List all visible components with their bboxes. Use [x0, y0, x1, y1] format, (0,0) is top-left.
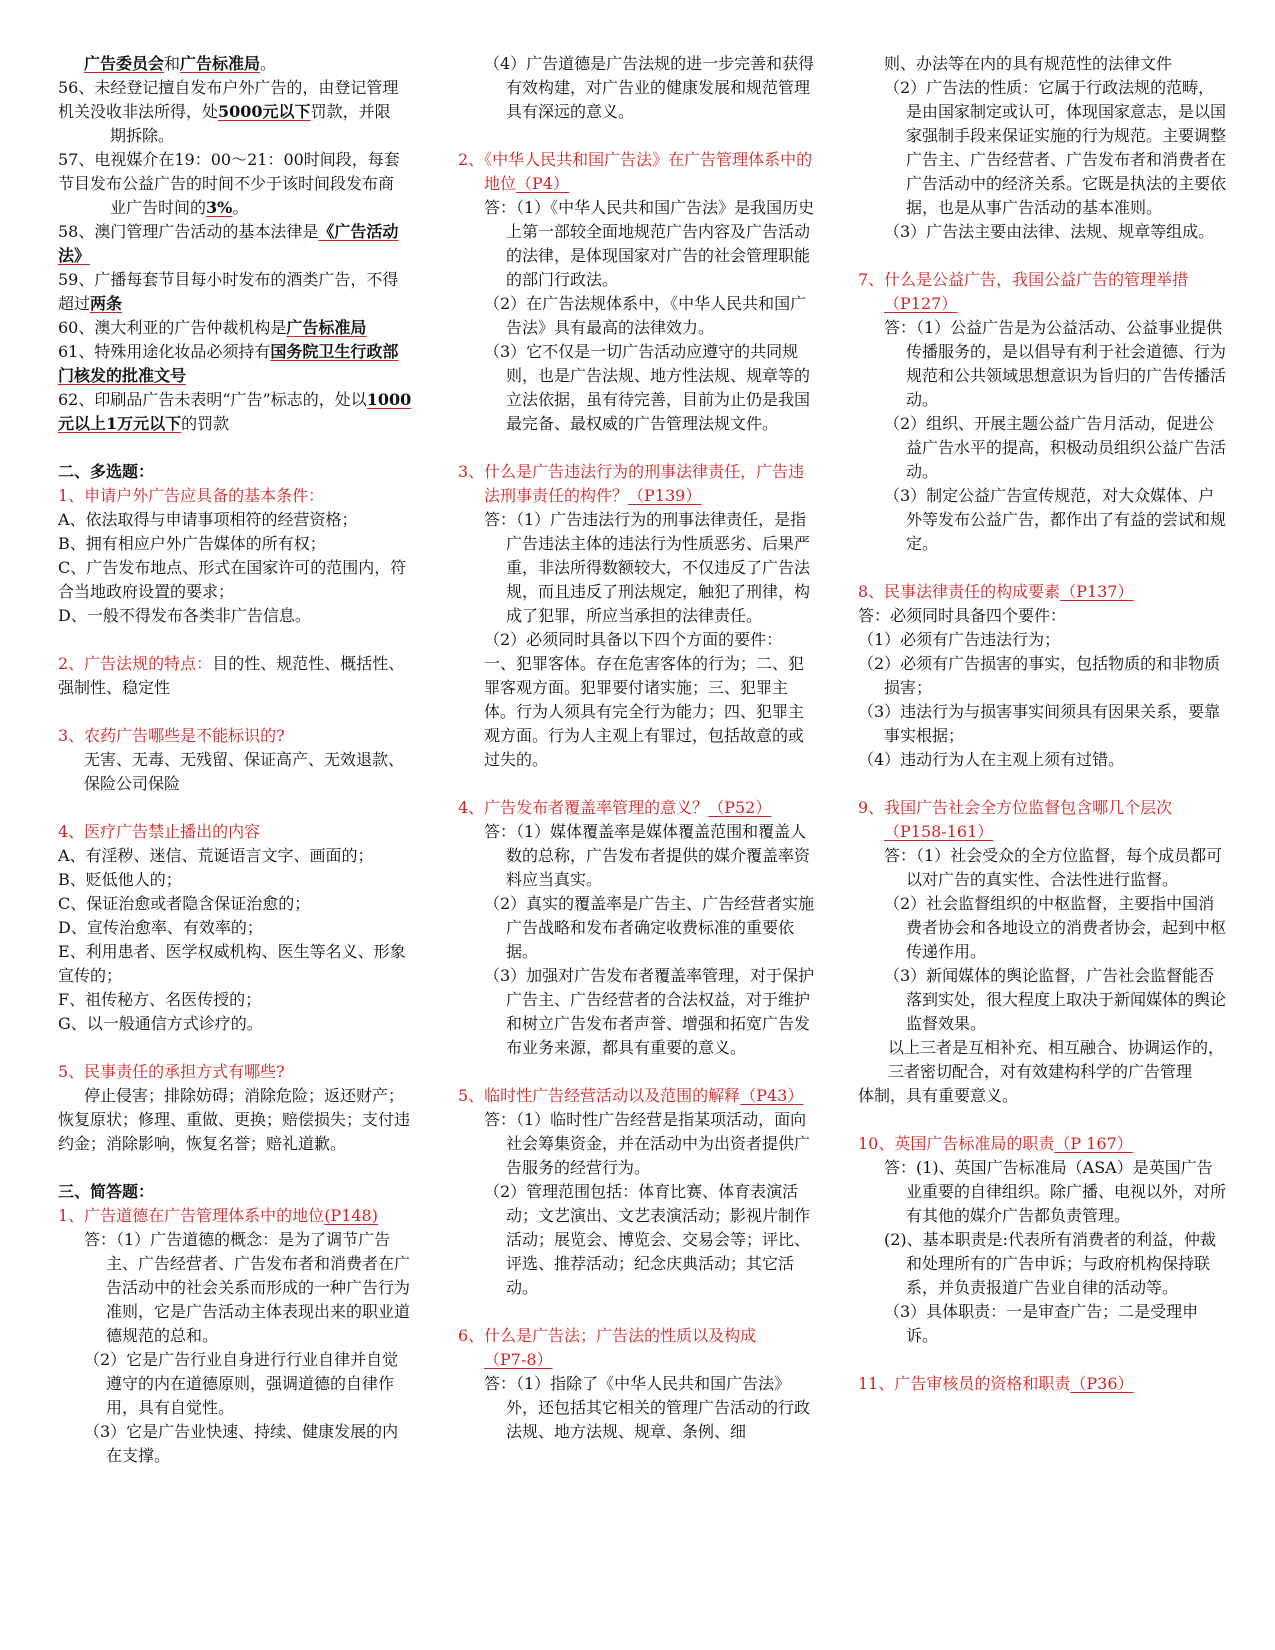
question-57-cont	[58, 196, 413, 220]
answer-text: 以上三者是互相补充、相互融合、协调运作的，三者密切配合，对有效建构科学的广告管理	[888, 1038, 1225, 1081]
answer-text: 答：（1）广告道德的概念：是为了调节广告主、广告经营者、广告发布者和消费者在广告活动中的社会关系而形成的一种广告行为准则，它是广告活动主体表现出来的职业道德规范的总和。	[84, 1230, 411, 1345]
answer-text: （2）广告法的性质：它属于行政法规的范畴，是由国家制定或认可，体现国家意志，是以国家强制手段来保证实施的行为规范。主要调整广告主、广告经营者、广告发布者和消费者在广告活动中的经济关系。它既是执法的主要依据，也是从事广告活动的基本准则。	[884, 78, 1227, 217]
answer-text: 停止侵害；排除妨碍；消除危险；返还财产；恢复原状；修理、重做、更换；赔偿损失；支付违约金；消除影响，恢复名誉；赔礼道歉。	[58, 1086, 411, 1153]
answer-text: （3）它不仅是一切广告活动应遵守的共同规则，也是广告法规、地方性法规、规章等的立法依据，虽有待完善，目前为止仍是我国最完备、最权威的广告管理法规文件。	[484, 342, 811, 433]
answer-text: （2）它是广告行业自身进行行业自律并自觉遵守的内在道德原则，强调道德的自律作用，具有自觉性。	[84, 1350, 399, 1417]
option: D、宣传治愈率、有效率的；	[58, 918, 263, 937]
text: 59、广播每套节目每小时发布的酒类广告，不得超过	[58, 270, 399, 313]
short-question-10	[858, 1132, 1228, 1156]
answer-text: 答：（1）临时性广告经营是指某项活动，面向社会筹集资金，并在活动中为出资者提供广告服务的经营行为。	[484, 1110, 811, 1177]
page-ref: （P52）	[708, 798, 772, 817]
question-62	[58, 388, 413, 436]
short-question-7	[858, 268, 1228, 316]
short-question-1	[58, 1204, 413, 1228]
short-question-3	[458, 460, 818, 508]
text: 和	[164, 54, 181, 73]
mc-question-3: 3、农药广告哪些是不能标识的?	[58, 726, 285, 745]
mc-question-5: 5、民事责任的承担方式有哪些?	[58, 1062, 285, 1081]
answer-text: （3）它是广告业快速、持续、健康发展的内在支撑。	[84, 1422, 399, 1465]
text: 56、未经登记擅自发布户外广告的，由登记管理机关没收非法所得，处	[58, 78, 399, 121]
question-59	[58, 268, 413, 316]
text: 62、印刷品广告未表明“广告”标志的，处以	[58, 390, 367, 409]
answer-text: （3）新闻媒体的舆论监督，广告社会监督能否落到实处，很大程度上取决于新闻媒体的舆论监督效果。	[884, 966, 1227, 1033]
page-ref: （P127）	[884, 294, 958, 313]
text: 的罚款	[181, 414, 230, 433]
column-3	[858, 52, 1228, 1396]
question-57: 57、电视媒介在19：00～21：00时间段，每套节目发布公益广告的时间不少于该时间段发布商	[58, 150, 400, 193]
answer: 《广告活动法》	[58, 222, 399, 265]
text: 61、特殊用途化妆品必须持有	[58, 342, 271, 361]
answer-text: （1）必须有广告违法行为；	[858, 630, 1061, 649]
option: A、依法取得与申请事项相符的经营资格；	[58, 510, 358, 529]
answer-text: 无害、无毒、无残留、保证高产、无效退款、保险公司保险	[84, 750, 405, 793]
answer-text: （3）加强对广告发布者覆盖率管理，对于保护广告主、广告经营者的合法权益，对于维护和树立广告发布者声誉、增强和拓宽广告发布业务来源，都具有重要的意义。	[484, 966, 815, 1057]
question-title: 7、什么是公益广告，我国公益广告的管理举措	[858, 270, 1189, 289]
answer-text: （2）社会监督组织的中枢监督，主要指中国消费者协会和各地设立的消费者协会，起到中枢传递作用。	[884, 894, 1227, 961]
option: B、拥有相应户外广告媒体的所有权；	[58, 534, 326, 553]
short-question-5	[458, 1084, 818, 1108]
question-title: 2、广告法规的特点：	[58, 654, 213, 673]
mc-question-4: 4、医疗广告禁止播出的内容	[58, 822, 261, 841]
question-title: 5、临时性广告经营活动以及范围的解释	[458, 1086, 741, 1105]
answer: 1000元以上1万元以下	[58, 390, 412, 433]
answer-text: 答：（1）公益广告是为公益活动、公益事业提供传播服务的，是以倡导有利于社会道德、行为规范和公共领域思想意识为旨归的广告传播活动。	[884, 318, 1227, 409]
short-question-9	[858, 796, 1228, 844]
question-title: 2、《中华人民共和国广告法》在广告管理体系中的地位	[458, 150, 813, 193]
answer-text: （4）违动行为人在主观上须有过错。	[858, 750, 1125, 769]
answer-text: （2）在广告法规体系中，《中华人民共和国广告法》具有最高的法律效力。	[484, 294, 807, 337]
answer-text: （3）广告法主要由法律、法规、规章等组成。	[884, 222, 1215, 241]
column-1	[58, 52, 413, 1468]
page-ref: （P43）	[740, 1086, 804, 1105]
mc-question-1: 1、申请户外广告应具备的基本条件：	[58, 486, 325, 505]
option: A、有淫秽、迷信、荒诞语言文字、画面的；	[58, 846, 374, 865]
question-title: 10、英国广告标准局的职责	[858, 1134, 1055, 1153]
question-title: 4、广告发布者覆盖率管理的意义？	[458, 798, 709, 817]
short-question-2	[458, 148, 818, 196]
question-61	[58, 340, 413, 388]
highlight: 广告标准局	[180, 54, 261, 73]
text: 。	[260, 54, 277, 73]
mc-question-2	[58, 652, 413, 700]
column-2	[458, 52, 818, 1444]
question-title: 11、广告审核员的资格和职责	[858, 1374, 1071, 1393]
question-56	[58, 76, 413, 124]
text: 。	[232, 198, 249, 217]
line-continuation	[58, 52, 413, 76]
answer-text: （3）制定公益广告宣传规范，对大众媒体、户外等发布公益广告，都作出了有益的尝试和规定。	[884, 486, 1227, 553]
option: C、广告发布地点、形式在国家许可的范围内，符合当地政府设置的要求；	[58, 558, 407, 601]
question-title: 8、民事法律责任的构成要素	[858, 582, 1061, 601]
answer-text: 体制，具有重要意义。	[858, 1086, 1019, 1105]
answer: 国务院卫生行政部门核发的批准文号	[58, 342, 399, 385]
option: B、贬低他人的；	[58, 870, 182, 889]
option: D、一般不得发布各类非广告信息。	[58, 606, 311, 625]
answer-text: (2)、基本职责是:代表所有消费者的利益，仲裁和处理所有的广告申诉；与政府机构保持联系，并负责报道广告业自律的活动等。	[884, 1230, 1217, 1297]
section-heading: 三、简答题：	[58, 1182, 155, 1201]
answer: 5000元以下	[218, 102, 311, 121]
short-question-11	[858, 1372, 1228, 1396]
answer-text: 答：（1）指除了《中华人民共和国广告法》外，还包括其它相关的管理广告活动的行政法规、地方法规、规章、条例、细	[484, 1374, 811, 1441]
answer-text: 则、办法等在内的具有规范性的法律文件	[884, 54, 1173, 73]
answer: 广告标准局	[286, 318, 367, 337]
answer-text: （2）真实的覆盖率是广告主、广告经营者实施广告战略和发布者确定收费标准的重要依据。	[484, 894, 815, 961]
answer-text: （2）必须同时具备以下四个方面的要件：	[484, 630, 783, 649]
text: 60、澳大利亚的广告仲裁机构是	[58, 318, 287, 337]
option: G、以一般通信方式诊疗的。	[58, 1014, 263, 1033]
question-56-cont: 期拆除。	[110, 126, 175, 145]
question-title: 1、广告道德在广告管理体系中的地位	[58, 1206, 325, 1225]
answer-text: 答：(1)、英国广告标准局（ASA）是英国广告业重要的自律组织。除广播、电视以外，对所有其他的媒介广告都负责管理。	[884, 1158, 1227, 1225]
option: F、祖传秘方、名医传授的；	[58, 990, 262, 1009]
option: E、利用患者、医学权威机构、医生等名义、形象宣传的；	[58, 942, 406, 985]
answer: 两条	[90, 294, 123, 313]
answer-text: （4）广告道德是广告法规的进一步完善和获得有效构建，对广告业的健康发展和规范管理具有深远的意义。	[484, 54, 815, 121]
text: 58、澳门管理广告活动的基本法律是	[58, 222, 319, 241]
answer-text: （3）具体职责：一是审查广告；二是受理申诉。	[884, 1302, 1199, 1345]
page-ref: （P7-8）	[484, 1350, 553, 1369]
short-question-6	[458, 1324, 818, 1372]
option: C、保证治愈或者隐含保证治愈的；	[58, 894, 311, 913]
question-58	[58, 220, 413, 268]
answer-text: 答：（1）《中华人民共和国广告法》是我国历史上第一部较全面地规范广告内容及广告活动的法律，是体现国家对广告的社会管理职能的部门行政法。	[484, 198, 815, 289]
page-ref: （P4）	[516, 174, 569, 193]
question-title: 9、我国广告社会全方位监督包含哪几个层次	[858, 798, 1173, 817]
answer-text: 答：（1）媒体覆盖率是媒体覆盖范围和覆盖人数的总称，广告发布者提供的媒介覆盖率资料应当真实。	[484, 822, 811, 889]
short-question-4	[458, 796, 818, 820]
answer-text: （2）必须有广告损害的事实，包括物质的和非物质损害；	[858, 654, 1221, 697]
answer-text: 一、犯罪客体。存在危害客体的行为；二、犯罪客观方面。犯罪要付诸实施；三、犯罪主体。行为人须具有完全行为能力；四、犯罪主观方面。行为人主观上有罪过，包括故意的或过失的。	[484, 654, 805, 769]
page-ref: （P137）	[1060, 582, 1134, 601]
section-heading: 二、多选题：	[58, 462, 155, 481]
page-ref: （P36）	[1070, 1374, 1134, 1393]
answer-text: （3）违法行为与损害事实间须具有因果关系，要靠事实根据；	[858, 702, 1221, 745]
answer-text: （2）管理范围包括：体育比赛、体育表演活动；文艺演出、文艺表演活动；影视片制作活动；展览会、博览会、交易会等；评比、评选、推荐活动；纪念庆典活动；其它活动。	[484, 1182, 811, 1297]
answer-text: 答：必须同时具备四个要件：	[858, 606, 1067, 625]
text: 罚款，并限	[310, 102, 391, 121]
question-title: 6、什么是广告法；广告法的性质以及构成	[458, 1326, 757, 1345]
page-ref: （P158-161）	[884, 822, 994, 841]
text: 目的性、规范性、概括性、强制性、稳定性	[58, 654, 405, 697]
highlight: 广告委员会	[84, 54, 165, 73]
page-ref: (P148)	[324, 1206, 378, 1225]
short-question-8	[858, 580, 1228, 604]
answer-text: 答：（1）社会受众的全方位监督，每个成员都可以对广告的真实性、合法性进行监督。	[884, 846, 1223, 889]
page-ref: （P139）	[628, 486, 702, 505]
answer-text: （2）组织、开展主题公益广告月活动，促进公益广告水平的提高，积极动员组织公益广告活动。	[884, 414, 1227, 481]
text: 业广告时间的	[110, 198, 207, 217]
question-60	[58, 316, 413, 340]
page-ref: （P 167）	[1054, 1134, 1133, 1153]
question-title: 3、什么是广告违法行为的刑事法律责任，广告违法刑事责任的构件？	[458, 462, 805, 505]
answer: 3%	[206, 198, 233, 217]
answer-text: 答：（1）广告违法行为的刑事法律责任，是指广告违法主体的违法行为性质恶劣、后果严重，非法所得数额较大，不仅违反了广告法规，而且违反了刑法规定，触犯了刑律，构成了犯罪，所应当承担的法律责任。	[484, 510, 811, 625]
